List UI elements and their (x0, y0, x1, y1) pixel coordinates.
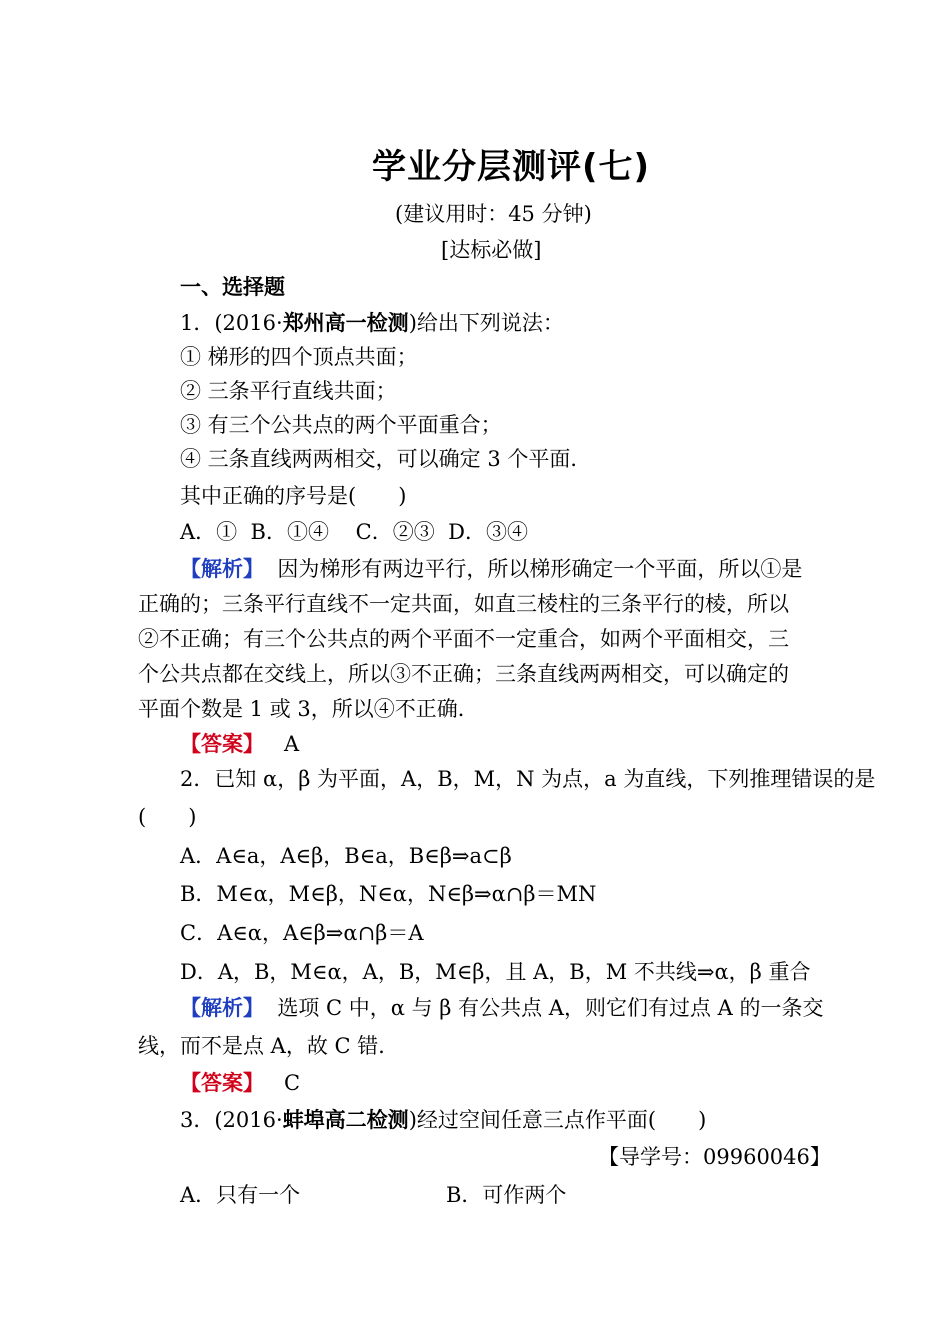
question-1-question: 其中正确的序号是( ) (180, 484, 407, 508)
guide-number: 【导学号：09960046】 (598, 1145, 831, 1169)
question-2-option-d: D．A，B，M∈α，A，B，M∈β，且 A，B，M 不共线⇒α，β 重合 (180, 960, 811, 984)
question-1-number: 1．(2016· (180, 311, 283, 335)
page-title: 学业分层测评(七) (372, 147, 651, 187)
analysis-2-line-2: 线，而不是点 A，故 C 错． (138, 1034, 400, 1058)
analysis-1-line-4: 个公共点都在交线上，所以③不正确；三条直线两两相交，可以确定的 (138, 662, 789, 686)
question-1-prompt: )给出下列说法： (408, 311, 564, 335)
question-3-prompt: )经过空间任意三点作平面( ) (408, 1108, 707, 1132)
option-b: B．①④ (250, 520, 329, 544)
answer-value: A (284, 732, 300, 756)
time-hint: (建议用时：45 分钟) (395, 202, 592, 226)
answer-value: C (284, 1071, 301, 1095)
question-2-stem-line-2: ( ) (138, 805, 197, 829)
analysis-tag: 【解析】 (180, 557, 264, 581)
answer-tag: 【答案】 (180, 1071, 264, 1095)
answer-2 (180, 1068, 300, 1098)
answer-tag: 【答案】 (180, 732, 264, 756)
analysis-text: 选项 C 中，α 与 β 有公共点 A，则它们有过点 A 的一条交 (277, 996, 824, 1020)
question-2-option-c: C．A∈α，A∈β⇒α∩β＝A (180, 921, 424, 945)
level-label: [达标必做] (441, 238, 542, 262)
answer-1 (180, 729, 299, 759)
statement-4: ④ 三条直线两两相交，可以确定 3 个平面． (180, 447, 592, 471)
analysis-1-line-2: 正确的；三条平行直线不一定共面，如直三棱柱的三条平行的棱，所以 (138, 592, 789, 616)
statement-2: ② 三条平行直线共面； (180, 379, 397, 403)
question-2-stem-line-1: 2．已知 α，β 为平面，A，B，M，N 为点，a 为直线，下列推理错误的是 (180, 767, 876, 791)
question-3-stem (180, 1105, 706, 1135)
analysis-1-line-1 (180, 554, 802, 584)
question-3-source: 蚌埠高二检测 (282, 1108, 409, 1132)
question-2-option-b: B．M∈α，M∈β，N∈α，N∈β⇒α∩β＝MN (180, 882, 597, 906)
analysis-1-line-5: 平面个数是 1 或 3，所以④不正确． (138, 697, 479, 721)
option-d: D．③④ (448, 520, 528, 544)
question-2-option-a: A．A∈a，A∈β，B∈a，B∈β⇒a⊂β (180, 844, 512, 868)
option-a: A．① (180, 520, 238, 544)
question-3-option-a: A．只有一个 (180, 1183, 301, 1207)
question-1-source: 郑州高一检测 (282, 311, 409, 335)
question-3-number: 3．(2016· (180, 1108, 283, 1132)
statement-3: ③ 有三个公共点的两个平面重合； (180, 413, 502, 437)
option-c: C．②③ (355, 520, 435, 544)
analysis-2-line-1 (180, 993, 823, 1023)
analysis-1-line-3: ②不正确；有三个公共点的两个平面不一定重合，如两个平面相交，三 (138, 627, 789, 651)
question-1-options (180, 517, 528, 547)
question-3-option-b: B．可作两个 (446, 1183, 567, 1207)
analysis-tag: 【解析】 (180, 996, 264, 1020)
section-heading: 一、选择题 (180, 275, 285, 299)
statement-1: ① 梯形的四个顶点共面； (180, 345, 418, 369)
question-1-stem (180, 308, 564, 338)
analysis-text: 因为梯形有两边平行，所以梯形确定一个平面，所以①是 (277, 557, 803, 581)
